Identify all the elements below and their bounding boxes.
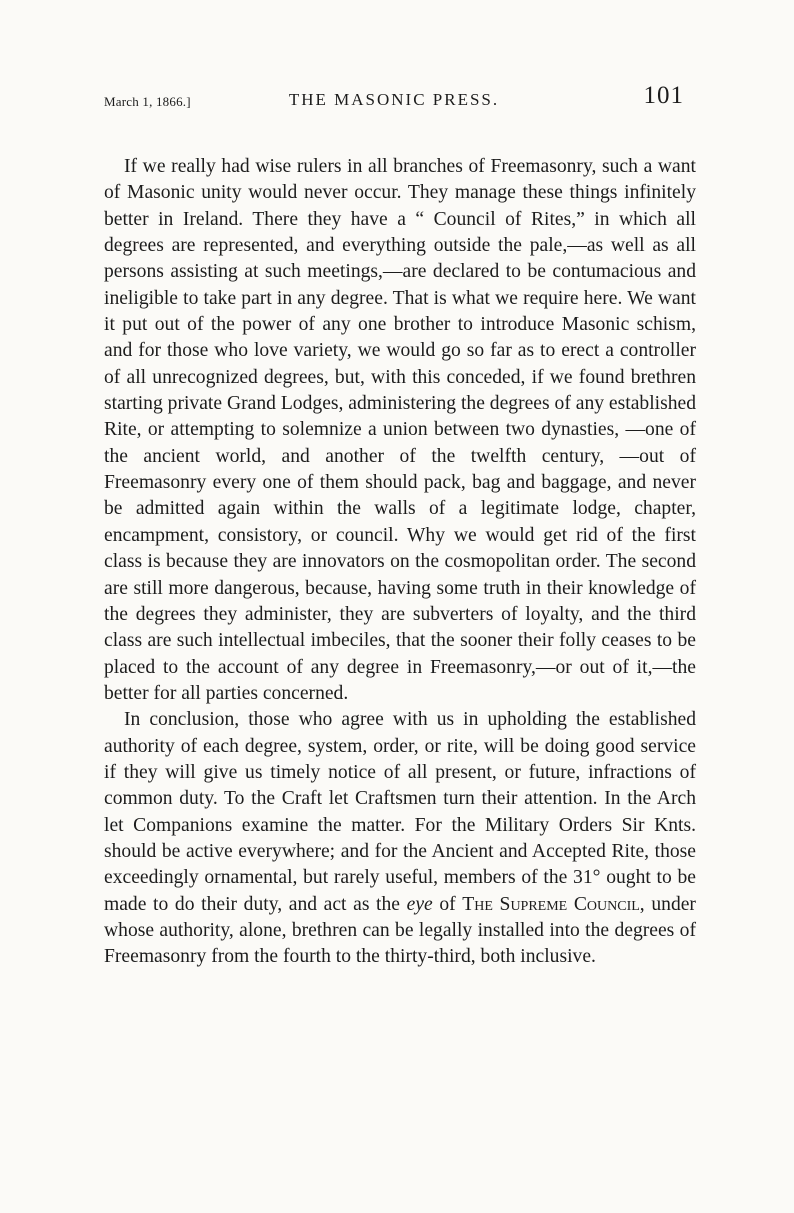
article-body xyxy=(104,154,696,971)
paragraph-2 xyxy=(104,707,696,970)
paragraph-2-text-b: under whose authority, alone, brethren can be legally installed into the degrees of Freemasonry from the fourth to the thirty-third, both inclusive. xyxy=(104,893,696,968)
of-word: of xyxy=(439,893,456,915)
paragraph-1: If we really had wise rulers in all branches of Freemasonry, such a want of Masonic unity would never occur. They manage these things infinitely better in Ireland. There they have a “ Council of Rites,” in which all degrees are represented, and everything outside the pale,—as well as all persons assisting at such meetings,—are declared to be contumacious and ineligible to take part in any degree. That is what we require here. We want it put out of the power of any one brother to introduce Masonic schism, and for those who love variety, we would go so far as to erect a controller of all unrecognized degrees, but, with this conceded, if we found brethren starting private Grand Lodges, administering the degrees of any established Rite, or attempting to solemnize a union between two dynasties, —one of the ancient world, and another of the twelfth century, —out of Freemasonry every one of them should pack, bag and baggage, and never be admitted again within the walls of a legitimate lodge, chapter, encampment, consistory, or council. Why we would get rid of the first class is because they are innovators on the cosmopolitan order. The second are still more dangerous, because, having some truth in their knowledge of the degrees they administer, they are subverters of loyalty, and the third class are such intellectual imbeciles, that the sooner their folly ceases to be placed to the account of any degree in Freemasonry,—or out of it,—the better for all parties concerned. xyxy=(104,156,696,704)
publication-title: THE MASONIC PRESS. xyxy=(288,90,500,109)
paragraph-2-text-a: In conclusion, those who agree with us in upholding the established authority of each degree, system, order, or rite, will be doing good service if they will give us timely notice of all present, or future, infractions of common duty. To the Craft let Craftsmen turn their attention. In the Arch let Companions examine the matter. For the Military Orders Sir Knts. should be active everywhere; and for the Ancient and Accepted Rite, those exceedingly ornamental, but rarely useful, members of the 31° ought to be made to do their duty, and act as the xyxy=(104,709,696,915)
page-number: 101 xyxy=(643,82,684,109)
supreme-council: The Supreme Council, xyxy=(462,893,645,915)
eye-word: eye xyxy=(406,893,433,915)
issue-date: March 1, 1866.] xyxy=(104,94,191,109)
running-head xyxy=(104,82,684,112)
